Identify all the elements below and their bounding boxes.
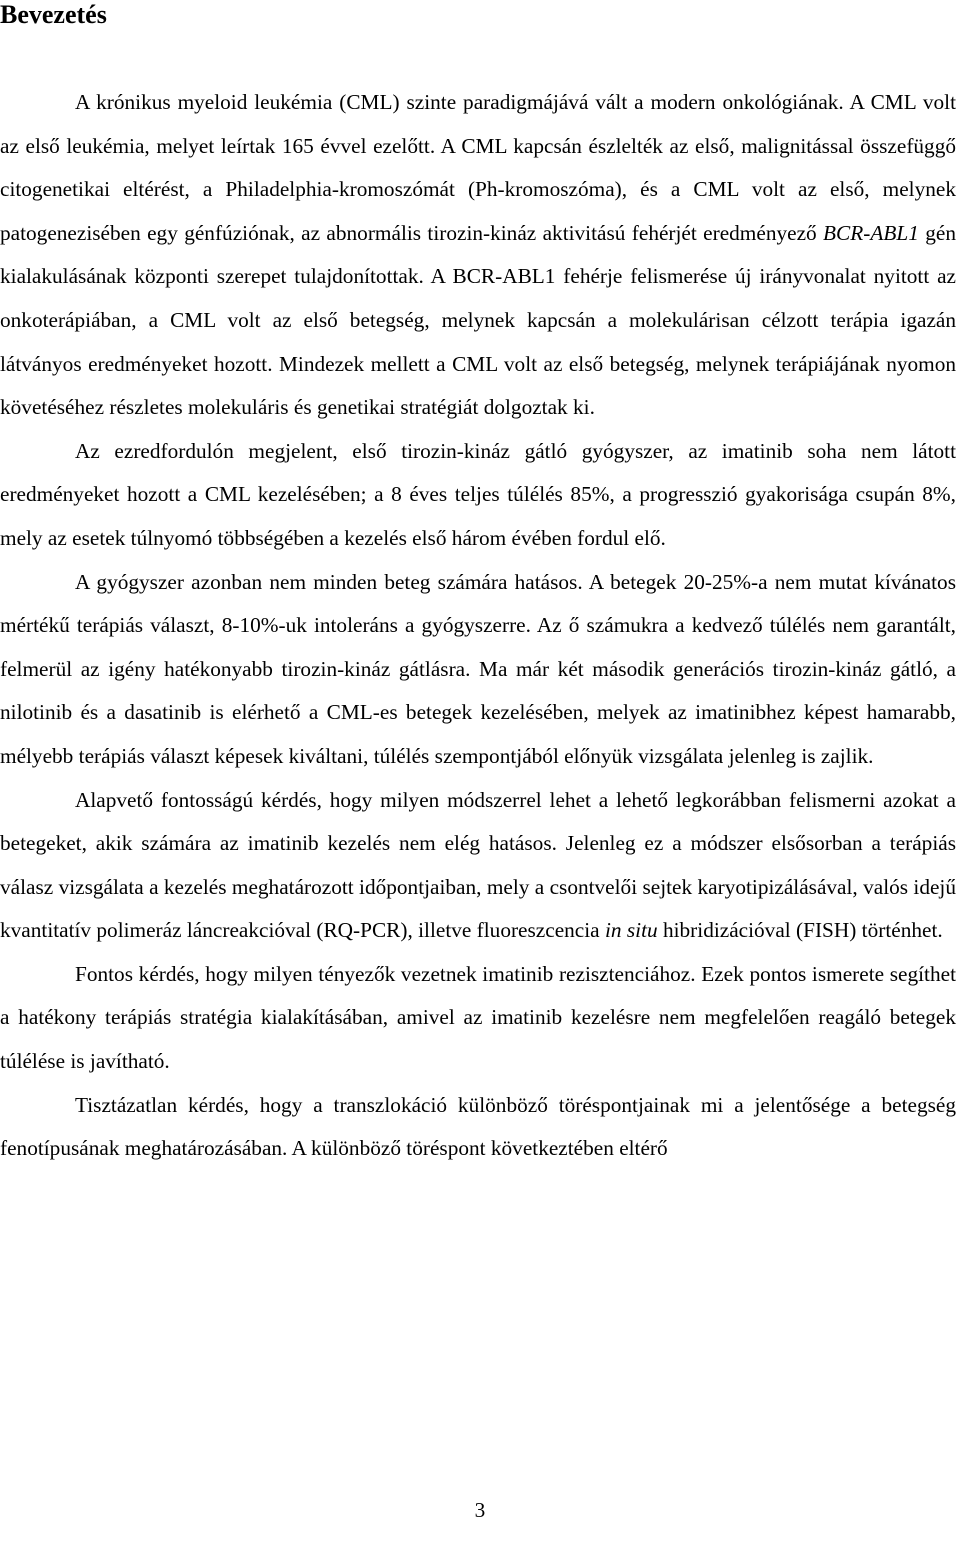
- paragraph-5: [0, 953, 956, 1084]
- paragraph-4-text-a: Alapvető fontosságú kérdés, hogy milyen módszerrel lehet a lehető legkorábban felismerni azokat a betegeket, akik számára az imatinib kezelés nem elég hatásos. Jelenleg ez a módszer elsősorban a terápiás válasz vizsgálata a kezelés meghatározott időpontjaiban, mely a csontvelői sejtek karyotipizálásával, valós idejű kvantitatív polimeráz láncreakcióval (RQ-PCR), illetve fluoreszcencia: [0, 787, 956, 943]
- section-heading: Bevezetés: [0, 0, 107, 29]
- paragraph-1-text-b: gén kialakulásának központi szerepet tulajdonítottak. A BCR-ABL1 fehérje felismerése új irányvonalat nyitott az onkoterápiában, a CML volt az első betegség, melynek kapcsán a molekulárisan célzott terápia igazán látványos eredményeket hozott. Mindezek mellett a CML volt az első betegség, melynek terápiájának nyomon követéséhez részletes molekuláris és genetikai stratégiát dolgoztak ki.: [0, 220, 956, 420]
- paragraph-4: [0, 779, 956, 953]
- paragraph-3-text: A gyógyszer azonban nem minden beteg számára hatásos. A betegek 20-25%-a nem mutat kívánatos mértékű terápiás választ, 8-10%-uk intoleráns a gyógyszerre. Az ő számukra a kedvező túlélés nem garantált, felmerül az igény hatékonyabb tirozin-kináz gátlásra. Ma már két második generációs tirozin-kináz gátló, a nilotinib és a dasatinib is elérhető a CML-es betegek kezelésében, melyek az imatinibhez képest hamarabb, mélyebb terápiás választ képesek kiváltani, túlélés szempontjából előnyük vizsgálata jelenleg is zajlik.: [0, 569, 956, 768]
- paragraph-2: [0, 430, 956, 561]
- paragraph-3: [0, 561, 956, 779]
- paragraph-6-text: Tisztázatlan kérdés, hogy a transzlokáció különböző töréspontjainak mi a jelentősége a betegség fenotípusának meghatározásában. A különböző töréspont következtében eltérő: [0, 1092, 956, 1161]
- paragraph-6: [0, 1084, 956, 1171]
- paragraph-5-text: Fontos kérdés, hogy milyen tényezők vezetnek imatinib rezisztenciához. Ezek pontos ismerete segíthet a hatékony terápiás stratégia kialakításában, amivel az imatinib kezelésre nem megfelelően reagáló betegek túlélése is javítható.: [0, 961, 956, 1074]
- term-in-situ: in situ: [604, 918, 658, 943]
- body-text: [0, 81, 956, 1171]
- paragraph-4-text-b: hibridizációval (FISH) történhet.: [657, 918, 943, 943]
- paragraph-2-text: Az ezredfordulón megjelent, első tirozin-kináz gátló gyógyszer, az imatinib soha nem látott eredményeket hozott a CML kezelésében; a 8 éves teljes túlélés 85%, a progresszió gyakorisága csupán 8%, mely az esetek túlnyomó többségében a kezelés első három évében fordul elő.: [0, 438, 956, 550]
- paragraph-1-text-a: A krónikus myeloid leukémia (CML) szinte paradigmájává vált a modern onkológiának. A CML volt az első leukémia, melyet leírtak 165 évvel ezelőtt. A CML kapcsán észlelték az első, malignitással összefüggő citogenetikai eltérést, a Philadelphia-kromoszómát (Ph-kromoszóma), és a CML volt az első, melynek patogenezisében egy génfúziónak, az abnormális tirozin-kináz aktivitású fehérjét eredményező: [0, 90, 956, 245]
- page-number: 3: [474, 1498, 486, 1522]
- paragraph-1: [0, 81, 956, 430]
- gene-name-bcr-abl1: BCR-ABL1: [823, 220, 919, 245]
